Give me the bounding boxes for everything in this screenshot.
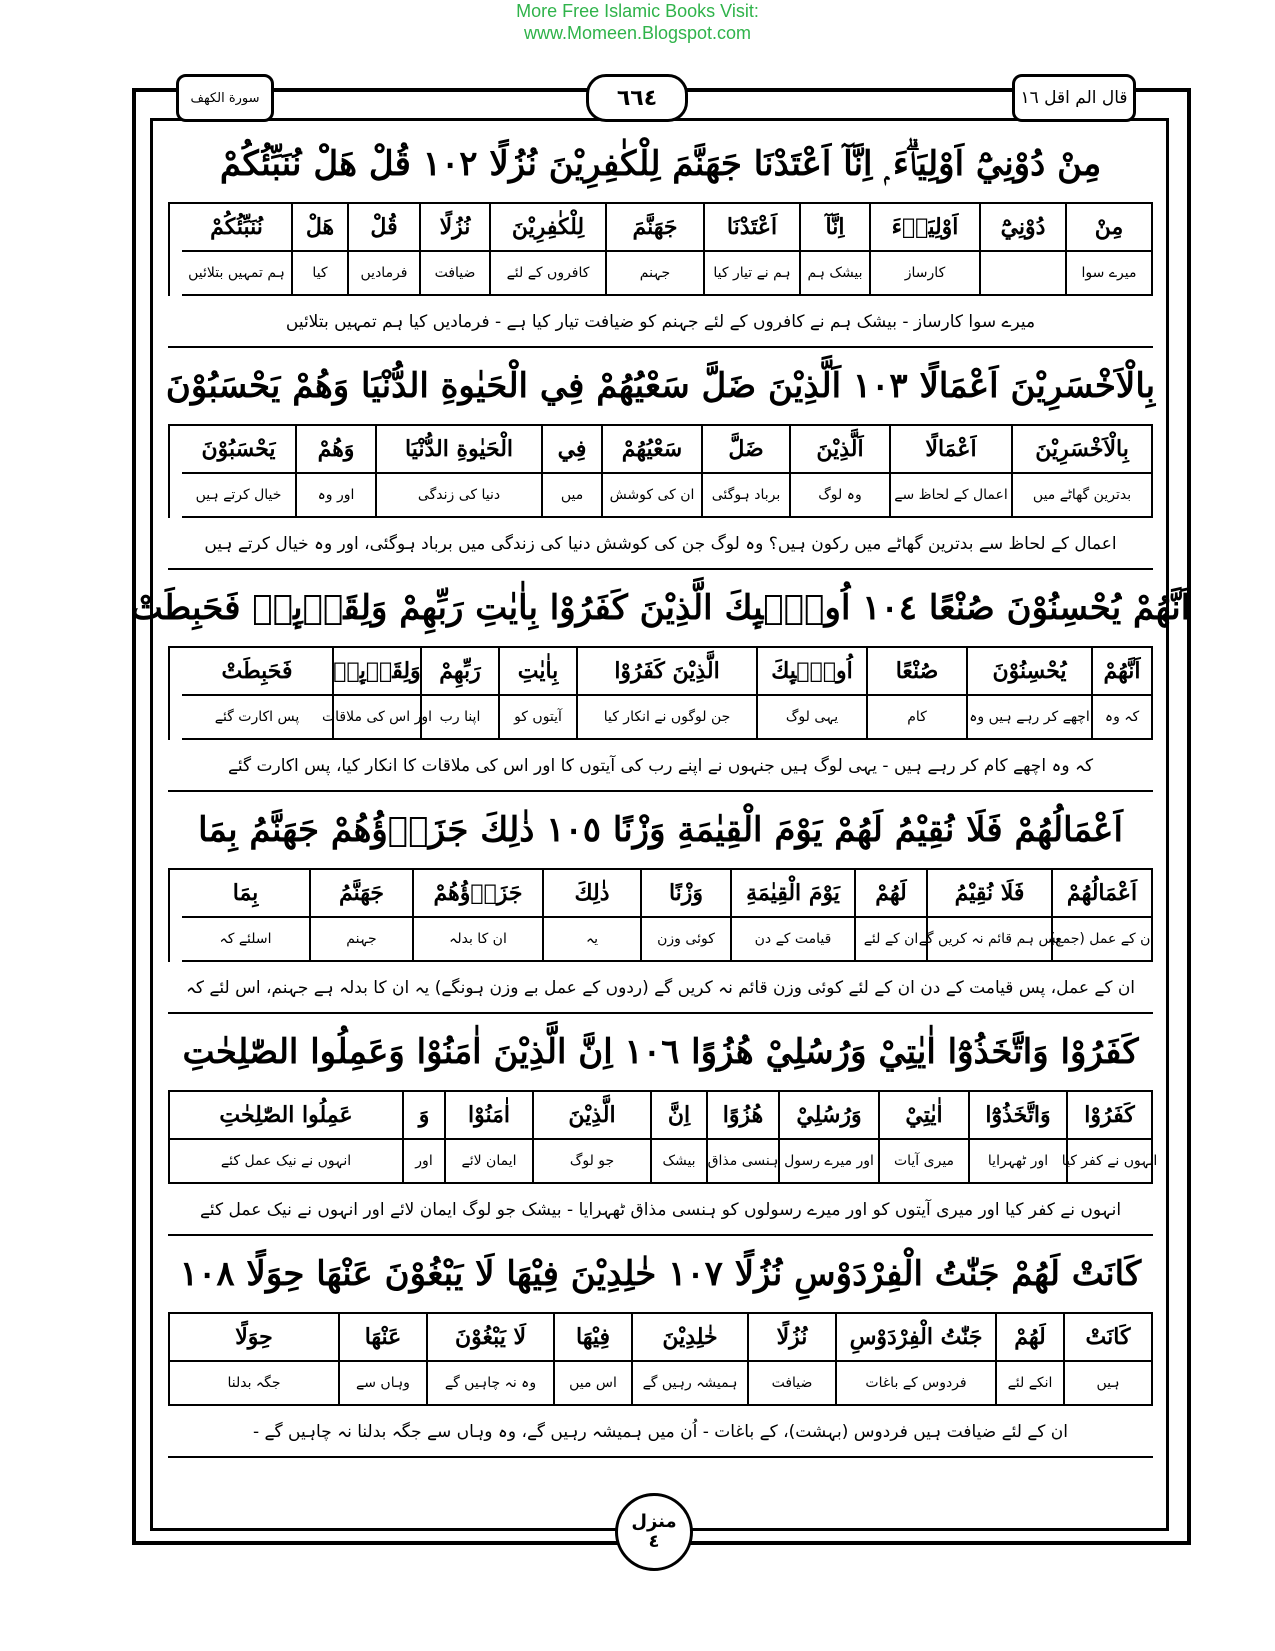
- word-column: [491, 204, 607, 296]
- word-meaning: خیال کرتے ہیں: [182, 474, 297, 518]
- arabic-word: اِنَّ: [652, 1092, 708, 1140]
- word-column: [544, 870, 642, 962]
- word-column: [603, 426, 703, 518]
- word-column: [170, 1314, 340, 1406]
- arabic-word: كَانَتْ: [1065, 1314, 1153, 1362]
- word-column: [791, 426, 891, 518]
- word-meaning: جہنم: [607, 252, 705, 296]
- arabic-word: فِي: [543, 426, 603, 474]
- verses-content: [130, 126, 1191, 1458]
- arabic-word: جَهَنَّمَ: [607, 204, 705, 252]
- word-meaning: وہ نہ چاہیں گے: [428, 1362, 555, 1406]
- word-column: [578, 648, 758, 740]
- word-column: [880, 1092, 970, 1184]
- arabic-word: اَوْلِيَاۗءَ: [871, 204, 981, 252]
- word-column: [801, 204, 871, 296]
- word-column: [182, 870, 311, 962]
- arabic-word: سَعْيُهُمْ: [603, 426, 703, 474]
- word-column: [182, 204, 293, 296]
- word-column: [705, 204, 801, 296]
- word-column: [1061, 1092, 1158, 1184]
- word-meaning: اور: [404, 1140, 446, 1184]
- arabic-word: جَنّٰتُ الْفِرْدَوْسِ: [837, 1314, 997, 1362]
- word-meaning: ہیں: [1065, 1362, 1153, 1406]
- word-meaning: کافروں کے لئے: [491, 252, 607, 296]
- word-column: [732, 870, 856, 962]
- word-column: [421, 204, 491, 296]
- arabic-word: لَهُمْ: [856, 870, 928, 918]
- word-meaning: کوئی وزن: [642, 918, 732, 962]
- word-meaning: کام: [868, 696, 968, 740]
- word-column: [297, 426, 377, 518]
- verse-section: [168, 1014, 1158, 1236]
- word-column: [428, 1314, 555, 1406]
- word-column: [997, 1314, 1065, 1406]
- word-meaning: ان کی کوشش: [603, 474, 703, 518]
- word-meaning: [981, 252, 1067, 296]
- word-meaning: یہی لوگ: [758, 696, 868, 740]
- word-by-word-grid: [168, 424, 1153, 518]
- arabic-word: صُنْعًا: [868, 648, 968, 696]
- arabic-word: لَا يَبْغُوْنَ: [428, 1314, 555, 1362]
- word-meaning: بدترین گھاٹے میں: [1013, 474, 1153, 518]
- word-meaning: بیشک ہم: [801, 252, 871, 296]
- word-meaning: ایمان لائے: [446, 1140, 534, 1184]
- word-column: [1065, 1314, 1153, 1406]
- arabic-word: حِوَلًا: [170, 1314, 340, 1362]
- arabic-verse-line: بِالْاَخْسَرِيْنَ اَعْمَالًا ١٠٣ اَلَّذِيْنَ ضَلَّ سَعْيُهُمْ فِي الْحَيٰوةِ الدُّنْيَا وَهُمْ يَحْسَبُوْنَ: [165, 366, 1156, 406]
- word-column: [340, 1314, 428, 1406]
- word-column: [1013, 426, 1153, 518]
- word-meaning: ہم نے تیار کیا: [705, 252, 801, 296]
- urdu-translation: انہوں نے کفر کیا اور میری آیتوں کو اور میرے رسولوں کو ہنسی مذاق ٹھہرایا - بیشک جو لوگ ایمان لائے اور انہوں نے نیک عمل کئے: [168, 1184, 1153, 1236]
- arabic-word: اٰمَنُوْا: [446, 1092, 534, 1140]
- arabic-word: نُنَبِّئُكُمْ: [182, 204, 293, 252]
- word-column: [749, 1314, 837, 1406]
- word-meaning: ان کا بدلہ: [414, 918, 544, 962]
- manzil-badge: [615, 1493, 693, 1571]
- word-column: [780, 1092, 880, 1184]
- word-column: [422, 648, 500, 740]
- word-column: [1067, 204, 1153, 296]
- arabic-word: هَلْ: [293, 204, 349, 252]
- word-column: [868, 648, 968, 740]
- arabic-word: هُزُوًا: [708, 1092, 780, 1140]
- word-meaning: ضیافت: [749, 1362, 837, 1406]
- watermark-line-1: More Free Islamic Books Visit:: [516, 1, 759, 21]
- verse-section: [168, 792, 1153, 1014]
- word-column: [404, 1092, 446, 1184]
- arabic-word: يَوْمَ الْقِيٰمَةِ: [732, 870, 856, 918]
- word-column: [311, 870, 414, 962]
- word-by-word-grid: [168, 202, 1153, 296]
- word-column: [871, 204, 981, 296]
- word-column: [293, 204, 349, 296]
- arabic-word: جَهَنَّمُ: [311, 870, 414, 918]
- word-column: [377, 426, 543, 518]
- arabic-word: وَ: [404, 1092, 446, 1140]
- word-column: [1093, 648, 1153, 740]
- word-column: [500, 648, 578, 740]
- arabic-verse-line: كَفَرُوْا وَاتَّخَذُوْٓا اٰيٰتِيْ وَرُسُلِيْ هُزُوًا ١٠٦ اِنَّ الَّذِيْنَ اٰمَنُوْا وَعَمِلُوا الصّٰلِحٰتِ: [182, 1032, 1139, 1072]
- word-meaning: بیشک: [652, 1140, 708, 1184]
- arabic-word: يُحْسِنُوْنَ: [968, 648, 1093, 696]
- word-meaning: جگہ بدلنا: [170, 1362, 340, 1406]
- urdu-translation: ان کے لئے ضیافت ہیں فردوس (بہشت)، کے باغات - اُن میں ہمیشہ رہیں گے، وہ وہاں سے جگہ بدلنا نہ چاہیں گے -: [168, 1406, 1153, 1458]
- word-column: [918, 870, 1061, 962]
- arabic-word: فِيْهَا: [555, 1314, 633, 1362]
- urdu-translation: اعمال کے لحاظ سے بدترین گھاٹے میں رکون ہیں؟ وہ لوگ جن کی کوشش دنیا کی زندگی میں برباد ہوگئی، اور وہ خیال کرتے ہیں: [168, 518, 1153, 570]
- arabic-word: اَعْمَالُهُمْ: [1053, 870, 1153, 918]
- word-by-word-grid: [168, 1312, 1153, 1406]
- word-column: [837, 1314, 997, 1406]
- word-column: [891, 426, 1013, 518]
- word-by-word-grid: [168, 646, 1153, 740]
- word-meaning: ان کے عمل (جمع): [1053, 918, 1153, 962]
- word-meaning: ضیافت: [421, 252, 491, 296]
- arabic-word: يَحْسَبُوْنَ: [182, 426, 297, 474]
- arabic-verse-line: كَانَتْ لَهُمْ جَنّٰتُ الْفِرْدَوْسِ نُزُلًا ١٠٧ خٰلِدِيْنَ فِيْهَا لَا يَبْغُوْنَ عَنْهَا حِوَلًا ١٠٨: [179, 1254, 1142, 1294]
- manzil-number: ٤: [648, 1531, 660, 1552]
- word-meaning: وہ لوگ: [791, 474, 891, 518]
- word-meaning: اپنا رب: [422, 696, 500, 740]
- word-meaning: ان کے لئے: [856, 918, 928, 962]
- arabic-word: نُزُلًا: [421, 204, 491, 252]
- verse-section: [168, 1236, 1153, 1458]
- word-column: [1049, 870, 1155, 962]
- word-column: [182, 648, 334, 740]
- arabic-word: اٰيٰتِيْ: [880, 1092, 970, 1140]
- word-meaning: یہ: [544, 918, 642, 962]
- page-number: ٦٦٤: [586, 74, 688, 122]
- word-meaning: ہمیشہ رہیں گے: [633, 1362, 749, 1406]
- arabic-word: اُولٰۗىِٕكَ: [758, 648, 868, 696]
- arabic-word: وَهُمْ: [297, 426, 377, 474]
- arabic-word: خٰلِدِيْنَ: [633, 1314, 749, 1362]
- word-meaning: پس اکارت گئے: [182, 696, 334, 740]
- word-column: [607, 204, 705, 296]
- arabic-word: نُزُلًا: [749, 1314, 837, 1362]
- surah-name-tab: سورة الكهف: [176, 74, 274, 122]
- word-column: [182, 426, 297, 518]
- arabic-word: بِاٰيٰتِ: [500, 648, 578, 696]
- arabic-word: قُلْ: [349, 204, 421, 252]
- word-column: [968, 648, 1093, 740]
- word-by-word-grid: [168, 1090, 1158, 1184]
- arabic-word: بِمَا: [182, 870, 311, 918]
- arabic-word: لِلْكٰفِرِيْنَ: [491, 204, 607, 252]
- verse-section: [168, 126, 1153, 348]
- verse-section: [165, 348, 1156, 570]
- arabic-word: مِنْ: [1067, 204, 1153, 252]
- urdu-translation: کہ وہ اچھے کام کر رہے ہیں - یہی لوگ ہیں جنہوں نے اپنے رب کی آیتوں کا اور اس کی ملاقات کا انکار کیا، پس اکارت گئے: [168, 740, 1153, 792]
- arabic-word: الْحَيٰوةِ الدُّنْيَا: [377, 426, 543, 474]
- arabic-word: فَلَا نُقِيْمُ: [928, 870, 1053, 918]
- arabic-word: اَلَّذِيْنَ: [791, 426, 891, 474]
- manzil-label: منزل: [631, 1511, 677, 1532]
- arabic-verse-line: اَنَّهُمْ يُحْسِنُوْنَ صُنْعًا ١٠٤ اُولٰۗىِٕكَ الَّذِيْنَ كَفَرُوْا بِاٰيٰتِ رَبِّهِمْ وَلِقَاۗىِٕهٖ فَحَبِطَتْ: [130, 588, 1191, 628]
- arabic-word: فَحَبِطَتْ: [182, 648, 334, 696]
- word-meaning: ہنسی مذاق: [708, 1140, 780, 1184]
- watermark: [0, 0, 1275, 44]
- word-meaning: میرے سوا: [1067, 252, 1153, 296]
- word-meaning: اور اس کی ملاقات: [334, 696, 422, 740]
- arabic-word: دُوْنِيْٓ: [981, 204, 1067, 252]
- word-meaning: انکے لئے: [997, 1362, 1065, 1406]
- verse-section: [130, 570, 1191, 792]
- word-column: [446, 1092, 534, 1184]
- word-meaning: اس میں: [555, 1362, 633, 1406]
- word-meaning: پس ہم قائم نہ کریں گے: [928, 918, 1053, 962]
- juz-name-tab: قال الم اقل ١٦: [1012, 74, 1136, 122]
- urdu-translation: ان کے عمل، پس قیامت کے دن ان کے لئے کوئی وزن قائم نہ کریں گے (ردوں کے عمل بے وزن ہونگے) یہ ان کا بدلہ ہے جہنم، اس لئے کہ: [168, 962, 1153, 1014]
- arabic-word: رَبِّهِمْ: [422, 648, 500, 696]
- word-meaning: اور ٹھہرایا: [970, 1140, 1068, 1184]
- word-meaning: اسلئے کہ: [182, 918, 311, 962]
- word-meaning: انہوں نے کفر کیا: [1068, 1140, 1153, 1184]
- word-column: [349, 204, 421, 296]
- arabic-word: عَنْهَا: [340, 1314, 428, 1362]
- word-column: [414, 870, 544, 962]
- word-meaning: وہاں سے: [340, 1362, 428, 1406]
- word-column: [543, 426, 603, 518]
- urdu-translation: میرے سوا کارساز - بیشک ہم نے کافروں کے لئے جہنم کو ضیافت تیار کیا ہے - فرمادیں کیا ہم تمہیں بتلائیں: [168, 296, 1153, 348]
- arabic-word: كَفَرُوْا: [1068, 1092, 1153, 1140]
- arabic-word: جَزَاۗؤُهُمْ: [414, 870, 544, 918]
- word-column: [633, 1314, 749, 1406]
- arabic-word: اَنَّهُمْ: [1093, 648, 1153, 696]
- word-meaning: آیتوں کو: [500, 696, 578, 740]
- word-meaning: اعمال کے لحاظ سے: [891, 474, 1013, 518]
- arabic-word: وَرُسُلِيْ: [780, 1092, 880, 1140]
- word-meaning: جو لوگ: [534, 1140, 652, 1184]
- word-meaning: قیامت کے دن: [732, 918, 856, 962]
- word-column: [555, 1314, 633, 1406]
- word-column: [758, 648, 868, 740]
- word-meaning: جہنم: [311, 918, 414, 962]
- word-meaning: کارساز: [871, 252, 981, 296]
- word-column: [703, 426, 791, 518]
- word-meaning: میری آیات: [880, 1140, 970, 1184]
- arabic-word: بِالْاَخْسَرِيْنَ: [1013, 426, 1153, 474]
- word-column: [652, 1092, 708, 1184]
- word-column: [970, 1092, 1068, 1184]
- word-meaning: اچھے کر رہے ہیں وہ: [968, 696, 1093, 740]
- arabic-word: وَاتَّخَذُوْٓا: [970, 1092, 1068, 1140]
- word-column: [170, 1092, 404, 1184]
- word-meaning: ہم تمہیں بتلائیں: [182, 252, 293, 296]
- arabic-verse-line: مِنْ دُوْنِيْٓ اَوْلِيَاۗءَ ۭ اِنَّآ اَعْتَدْنَا جَهَنَّمَ لِلْكٰفِرِيْنَ نُزُلًا ١٠٢ قُلْ هَلْ نُنَبِّئُكُمْ: [219, 144, 1102, 184]
- arabic-verse-line: اَعْمَالُهُمْ فَلَا نُقِيْمُ لَهُمْ يَوْمَ الْقِيٰمَةِ وَزْنًا ١٠٥ ذٰلِكَ جَزَاۗؤُهُمْ جَهَنَّمُ بِمَا: [198, 810, 1123, 850]
- arabic-word: وَزْنًا: [642, 870, 732, 918]
- word-column: [534, 1092, 652, 1184]
- arabic-word: اَعْتَدْنَا: [705, 204, 801, 252]
- word-meaning: فردوس کے باغات: [837, 1362, 997, 1406]
- arabic-word: الَّذِيْنَ: [534, 1092, 652, 1140]
- arabic-word: ضَلَّ: [703, 426, 791, 474]
- arabic-word: ذٰلِكَ: [544, 870, 642, 918]
- arabic-word: لَهُمْ: [997, 1314, 1065, 1362]
- word-meaning: اور میرے رسول: [780, 1140, 880, 1184]
- word-meaning: فرمادیں: [349, 252, 421, 296]
- word-column: [642, 870, 732, 962]
- word-meaning: اور وہ: [297, 474, 377, 518]
- arabic-word: عَمِلُوا الصّٰلِحٰتِ: [170, 1092, 404, 1140]
- word-by-word-grid: [168, 868, 1153, 962]
- arabic-word: اِنَّآ: [801, 204, 871, 252]
- word-meaning: برباد ہوگئی: [703, 474, 791, 518]
- word-column: [708, 1092, 780, 1184]
- word-meaning: کیا: [293, 252, 349, 296]
- arabic-word: الَّذِيْنَ كَفَرُوْا: [578, 648, 758, 696]
- arabic-word: اَعْمَالًا: [891, 426, 1013, 474]
- word-column: [981, 204, 1067, 296]
- word-column: [856, 870, 928, 962]
- arabic-word: وَلِقَاۗىِٕهٖ: [334, 648, 422, 696]
- word-column: [321, 648, 433, 740]
- word-meaning: جن لوگوں نے انکار کیا: [578, 696, 758, 740]
- word-meaning: میں: [543, 474, 603, 518]
- word-meaning: کہ وہ: [1093, 696, 1153, 740]
- word-meaning: انہوں نے نیک عمل کئے: [170, 1140, 404, 1184]
- watermark-line-2: www.Momeen.Blogspot.com: [523, 23, 752, 43]
- word-meaning: دنیا کی زندگی: [377, 474, 543, 518]
